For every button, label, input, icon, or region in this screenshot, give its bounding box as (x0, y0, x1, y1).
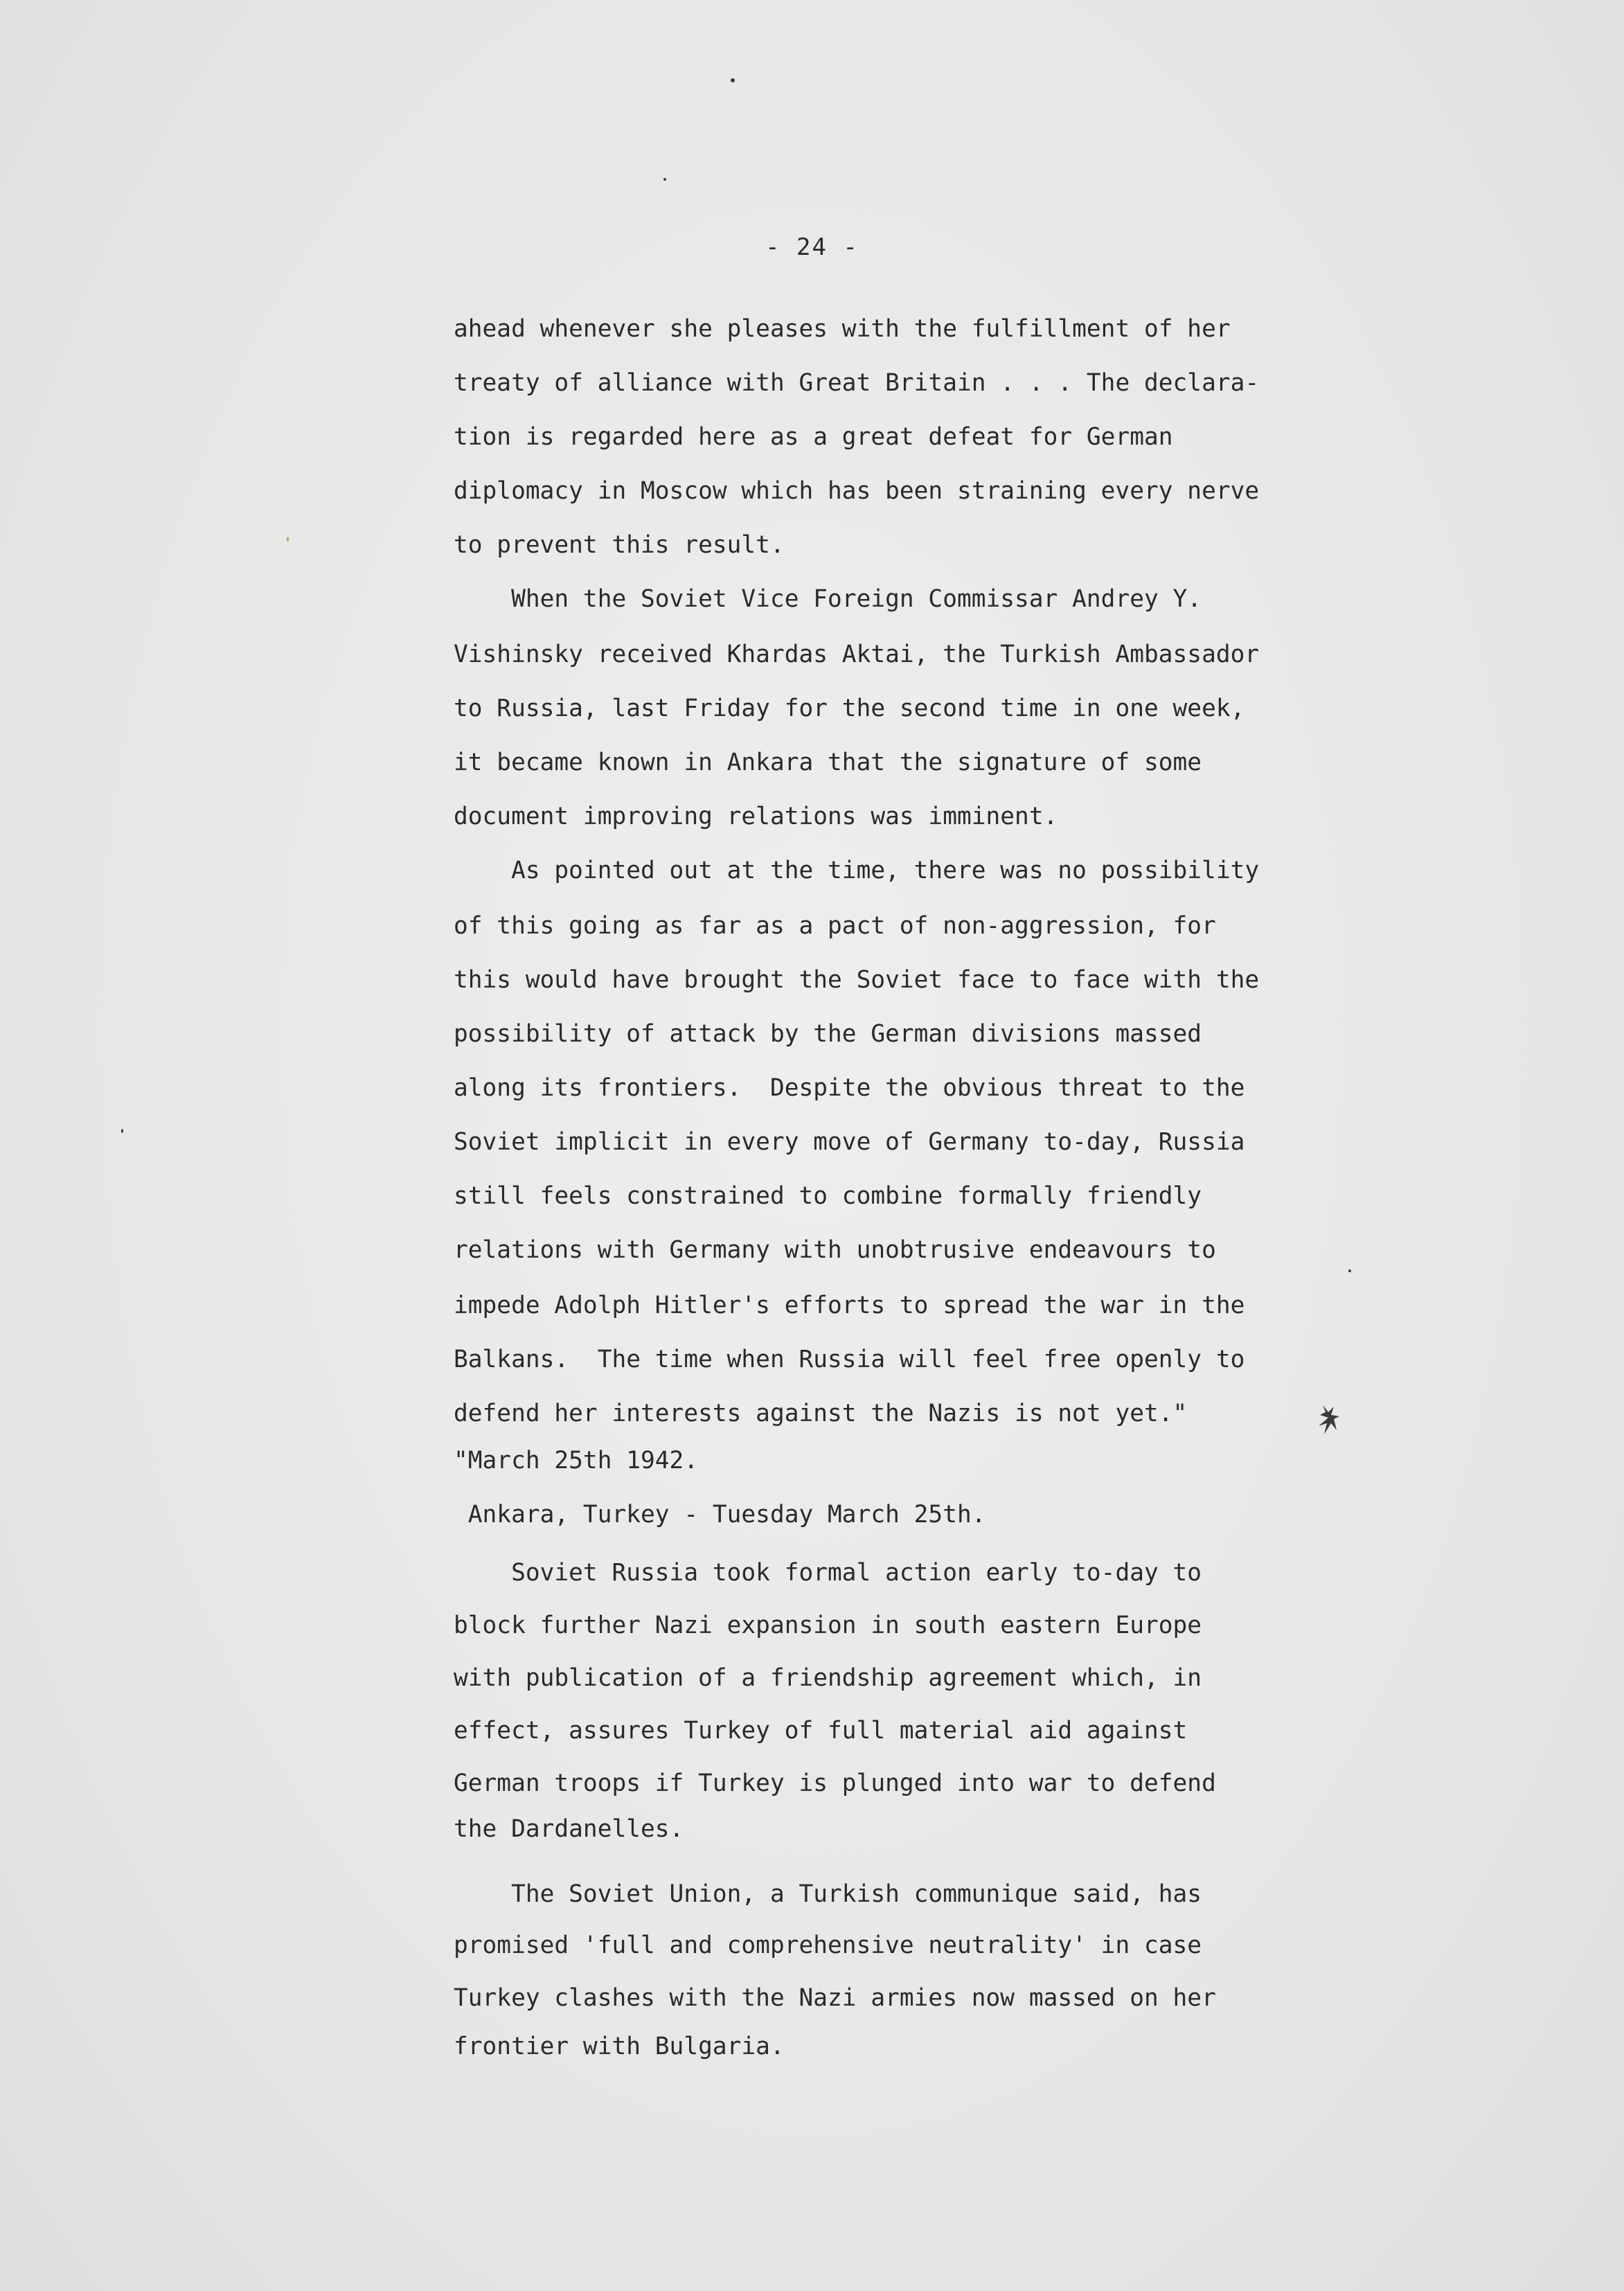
text-line: document improving relations was imminent. (454, 803, 1058, 830)
text-line: still feels constrained to combine formally friendly (454, 1182, 1202, 1210)
text-line: Vishinsky received Khardas Aktai, the Turkish Ambassador (454, 641, 1260, 668)
text-line: The Soviet Union, a Turkish communique said, has (454, 1880, 1202, 1908)
text-line: possibility of attack by the German divisions massed (454, 1020, 1202, 1048)
paper-speck (287, 537, 289, 542)
text-line: to prevent this result. (454, 531, 785, 559)
text-line: block further Nazi expansion in south eastern Europe (454, 1612, 1202, 1639)
paper-speck (121, 1129, 123, 1133)
text-line: Balkans. The time when Russia will feel free openly to (454, 1346, 1245, 1373)
text-line: diplomacy in Moscow which has been straining every nerve (454, 477, 1260, 505)
text-line: tion is regarded here as a great defeat for German (454, 423, 1173, 451)
paper-speck (663, 178, 666, 181)
text-line: along its frontiers. Despite the obvious threat to the (454, 1074, 1245, 1102)
page-number: - 24 - (765, 233, 859, 261)
text-line: Soviet Russia took formal action early to-day to (454, 1559, 1202, 1587)
text-line: with publication of a friendship agreement which, in (454, 1664, 1202, 1692)
text-line: effect, assures Turkey of full material aid against (454, 1717, 1188, 1745)
text-line: ahead whenever she pleases with the fulfillment of her (454, 315, 1231, 343)
text-line: "March 25th 1942. (454, 1447, 699, 1474)
paper-speck (731, 78, 735, 82)
text-line: the Dardanelles. (454, 1815, 684, 1843)
text-line: defend her interests against the Nazis is not yet." (454, 1400, 1188, 1427)
text-line: As pointed out at the time, there was no possibility (454, 857, 1260, 884)
text-line: Ankara, Turkey - Tuesday March 25th. (454, 1501, 986, 1528)
text-line: promised 'full and comprehensive neutrality' in case (454, 1932, 1202, 1959)
text-line: relations with Germany with unobtrusive endeavours to (454, 1236, 1216, 1264)
text-line: Soviet implicit in every move of Germany to-day, Russia (454, 1128, 1245, 1156)
text-line: of this going as far as a pact of non-aggression, for (454, 912, 1216, 940)
text-line: to Russia, last Friday for the second time in one week, (454, 695, 1245, 722)
text-line: it became known in Ankara that the signature of some (454, 749, 1202, 776)
text-line: treaty of alliance with Great Britain . . . The declara- (454, 369, 1260, 397)
text-line: this would have brought the Soviet face to face with the (454, 966, 1260, 994)
text-line: German troops if Turkey is plunged into war to defend (454, 1769, 1216, 1797)
text-line: impede Adolph Hitler's efforts to spread the war in the (454, 1292, 1245, 1319)
paper-speck (1348, 1269, 1351, 1272)
text-line: When the Soviet Vice Foreign Commissar Andrey Y. (454, 585, 1202, 613)
text-line: frontier with Bulgaria. (454, 2033, 785, 2060)
ink-blot-icon (1313, 1402, 1341, 1438)
text-line: Turkey clashes with the Nazi armies now massed on her (454, 1984, 1216, 2012)
